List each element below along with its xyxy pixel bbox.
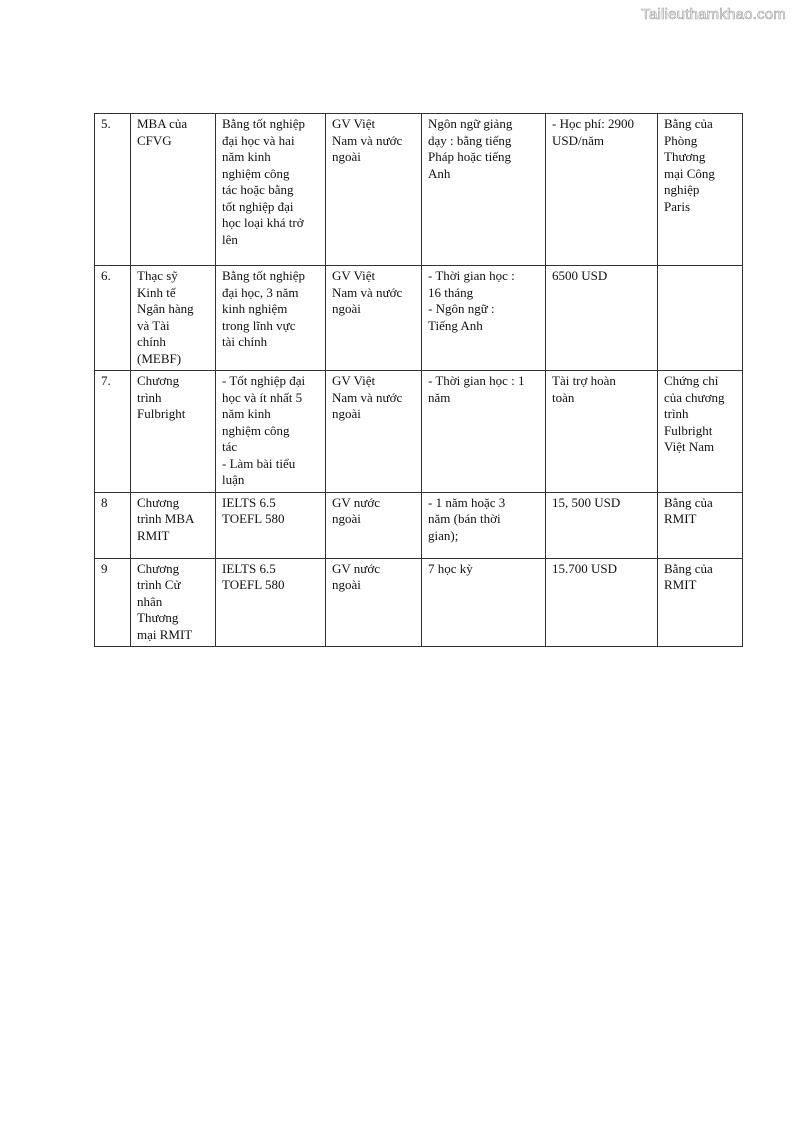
cell-line: (MEBF)	[137, 350, 182, 366]
cell-program	[131, 558, 216, 647]
cell-line: toàn	[552, 389, 575, 405]
cell-line: năm	[428, 389, 451, 405]
cell-line: Ngôn ngữ giảng	[428, 116, 513, 131]
cell-line: trình MBA	[137, 511, 195, 526]
cell-requirement	[216, 558, 326, 647]
cell-line: Tài trợ hoàn	[552, 373, 616, 388]
cell-degree	[658, 114, 743, 266]
cell-program	[131, 266, 216, 371]
cell-faculty	[326, 114, 422, 266]
cell-faculty	[326, 371, 422, 493]
cell-faculty	[326, 266, 422, 371]
cell-line: trình	[137, 389, 162, 405]
cell-line: - Làm bài tiểu	[222, 455, 296, 471]
cell-line: - Tốt nghiệp đại	[222, 373, 306, 388]
cell-line: mại Công	[664, 165, 715, 181]
cell-detail	[422, 371, 546, 493]
cell-line: chính	[137, 334, 166, 349]
cell-degree	[658, 492, 743, 558]
cell-line: USD/năm	[552, 132, 604, 148]
cell-line: tác	[222, 439, 238, 454]
cell-line: năm kinh	[222, 149, 271, 164]
table-row	[95, 371, 743, 493]
cell-line: - 1 năm hoặc 3	[428, 494, 506, 510]
cell-line: 15.700 USD	[552, 560, 618, 576]
cell-line: Ngân hàng	[137, 301, 194, 316]
cell-line: kinh nghiệm	[222, 301, 288, 316]
cell-detail	[422, 266, 546, 371]
cell-line: luận	[222, 472, 245, 487]
cell-line: Chương	[137, 560, 180, 576]
cell-line: học và ít nhất 5	[222, 389, 303, 405]
cell-faculty	[326, 558, 422, 647]
cell-line: GV nước	[332, 494, 380, 510]
cell-line: Kinh tế	[137, 284, 176, 300]
cell-line: nghiệm công	[222, 165, 290, 181]
cell-program	[131, 371, 216, 493]
cell-line: ngoài	[332, 511, 361, 526]
cell-line: Chứng chỉ	[664, 373, 719, 388]
cell-program	[131, 492, 216, 558]
cell-line: tài chính	[222, 334, 268, 349]
cell-line: Chương	[137, 373, 180, 388]
cell-number: 8	[95, 492, 131, 558]
cell-line: IELTS 6.5	[222, 560, 276, 576]
cell-line: trình Cử	[137, 577, 181, 592]
cell-line: Fulbright	[664, 422, 713, 438]
table-row	[95, 266, 743, 371]
cell-number: 6.	[95, 266, 131, 371]
cell-number: 5.	[95, 114, 131, 266]
cell-line: Nam và nước	[332, 284, 403, 300]
cell-line: Bằng của	[664, 116, 713, 131]
watermark-text: Tailieuthamkhao.com	[641, 6, 786, 23]
cell-line: 7 học kỳ	[428, 560, 473, 576]
cell-line: gian);	[428, 527, 459, 543]
cell-line: ngoài	[332, 406, 361, 421]
cell-line: Paris	[664, 198, 690, 214]
cell-line: GV Việt	[332, 116, 376, 131]
table-body	[95, 114, 743, 647]
cell-line: học loại khá trở	[222, 215, 304, 230]
cell-line: Bằng của	[664, 560, 713, 576]
cell-line: - Thời gian học : 1	[428, 373, 525, 388]
cell-line: tốt nghiệp đại	[222, 198, 294, 214]
cell-program	[131, 114, 216, 266]
cell-line: Chương	[137, 494, 180, 510]
cell-line: nghiệp	[664, 182, 700, 197]
cell-line: Thương	[137, 610, 179, 625]
cell-line: đại học và hai	[222, 132, 295, 148]
cell-line: lên	[222, 231, 238, 247]
cell-line: tác hoặc bằng	[222, 182, 294, 197]
cell-line: Pháp hoặc tiếng	[428, 149, 512, 164]
cell-line: - Thời gian học :	[428, 268, 515, 283]
cell-line: Việt Nam	[664, 439, 715, 454]
cell-line: dạy : bằng tiếng	[428, 132, 512, 148]
cell-line: nhân	[137, 593, 163, 609]
cell-fee	[546, 114, 658, 266]
cell-requirement	[216, 492, 326, 558]
cell-line: Bằng tốt nghiệp	[222, 116, 306, 131]
cell-line: MBA của	[137, 116, 188, 131]
table-row	[95, 558, 743, 647]
cell-line: đại học, 3 năm	[222, 284, 299, 300]
cell-fee	[546, 558, 658, 647]
cell-line: Phòng	[664, 132, 698, 148]
cell-line: năm kinh	[222, 406, 271, 421]
cell-line: của chương	[664, 389, 725, 405]
cell-line: Tiếng Anh	[428, 317, 483, 333]
cell-faculty	[326, 492, 422, 558]
cell-requirement	[216, 371, 326, 493]
cell-detail	[422, 492, 546, 558]
cell-degree	[658, 266, 743, 371]
cell-line: RMIT	[137, 527, 170, 543]
cell-line: TOEFL 580	[222, 511, 285, 526]
cell-line: Anh	[428, 165, 451, 181]
program-table	[94, 113, 743, 647]
table-row	[95, 492, 743, 558]
cell-line: GV Việt	[332, 373, 376, 388]
cell-detail	[422, 558, 546, 647]
cell-requirement	[216, 114, 326, 266]
cell-line: RMIT	[664, 511, 697, 526]
cell-line: ngoài	[332, 301, 361, 316]
cell-line: Bằng tốt nghiệp	[222, 268, 306, 283]
cell-requirement	[216, 266, 326, 371]
cell-degree	[658, 371, 743, 493]
cell-line: Nam và nước	[332, 132, 403, 148]
cell-degree	[658, 558, 743, 647]
table-row	[95, 114, 743, 266]
cell-line: Nam và nước	[332, 389, 403, 405]
cell-line: Thạc sỹ	[137, 268, 178, 283]
cell-detail	[422, 114, 546, 266]
cell-number: 7.	[95, 371, 131, 493]
cell-line: trong lĩnh vực	[222, 317, 296, 333]
cell-fee	[546, 492, 658, 558]
cell-line: - Học phí: 2900	[552, 116, 634, 131]
cell-line: nghiệm công	[222, 422, 290, 438]
cell-number: 9	[95, 558, 131, 647]
cell-line: 15, 500 USD	[552, 494, 621, 510]
cell-line: Bằng của	[664, 494, 713, 510]
cell-line: mại RMIT	[137, 626, 193, 642]
cell-line: ngoài	[332, 149, 361, 164]
cell-line: trình	[664, 406, 689, 421]
cell-line: GV Việt	[332, 268, 376, 283]
cell-line: và Tài	[137, 317, 170, 333]
cell-line: GV nước	[332, 560, 380, 576]
cell-line: 6500 USD	[552, 268, 608, 283]
cell-line: Thương	[664, 149, 706, 164]
cell-line: ngoài	[332, 577, 361, 592]
cell-line: Fulbright	[137, 406, 186, 421]
cell-line: năm (bán thời	[428, 511, 501, 526]
cell-line: RMIT	[664, 577, 697, 592]
cell-fee	[546, 266, 658, 371]
cell-line: TOEFL 580	[222, 577, 285, 592]
cell-line: 16 tháng	[428, 284, 474, 300]
cell-line: - Ngôn ngữ :	[428, 301, 495, 316]
cell-line: IELTS 6.5	[222, 494, 276, 510]
cell-fee	[546, 371, 658, 493]
cell-line: CFVG	[137, 132, 172, 148]
